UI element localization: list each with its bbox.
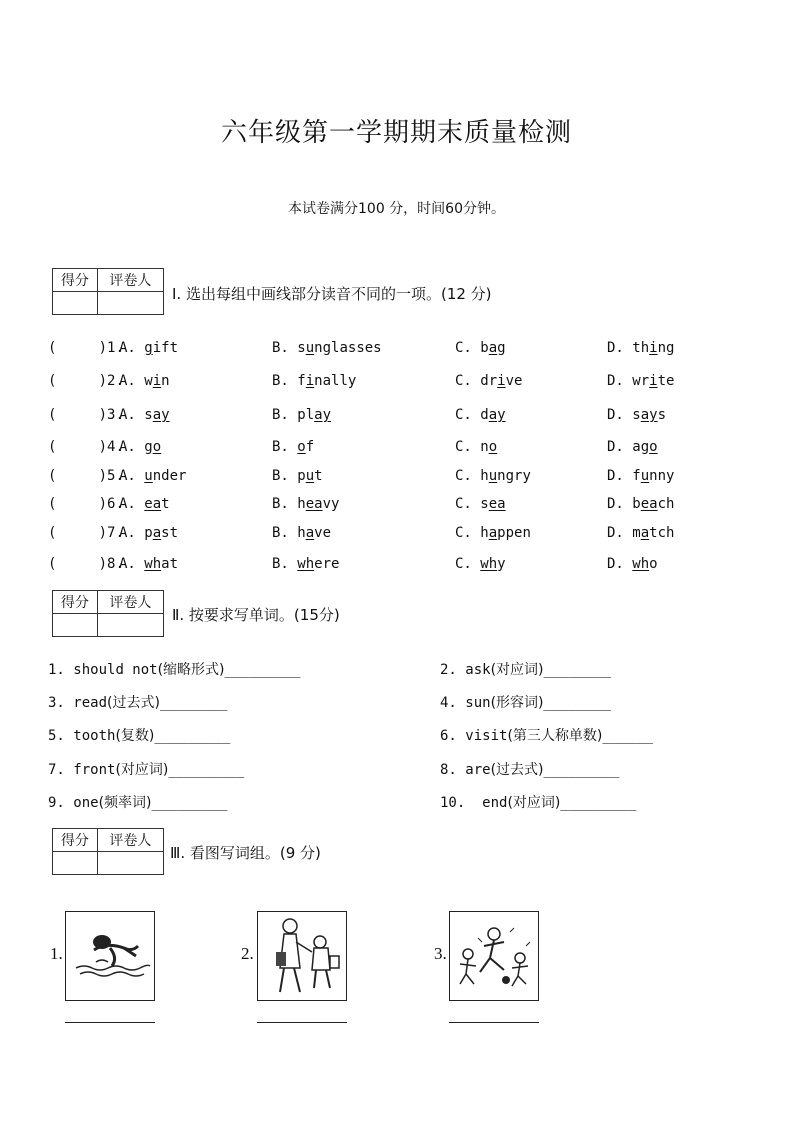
option-c: C. bag (455, 340, 506, 356)
answer-bracket[interactable]: ( )5. (48, 468, 124, 484)
answer-bracket[interactable]: ( )6. (48, 496, 124, 512)
option-d: D. funny (607, 468, 675, 484)
option-c: C. happen (455, 525, 531, 541)
word-item[interactable]: 6. visit(第三人称单数)______ (440, 728, 653, 744)
option-d: D. write (607, 373, 675, 389)
option-c: C. no (455, 439, 498, 455)
word-item[interactable]: 1. should not(缩略形式)_________ (48, 662, 301, 678)
option-b: B. sunglasses (272, 340, 382, 356)
score-label: 得分 (53, 591, 98, 614)
grader-label: 评卷人 (97, 269, 163, 292)
answer-bracket[interactable]: ( )1. (48, 340, 124, 356)
page-title: 六年级第一学期期末质量检测 (220, 118, 572, 148)
option-c: C. sea (455, 496, 506, 512)
score-box-section2 (52, 590, 164, 637)
score-cell[interactable] (53, 292, 98, 315)
option-c: C. why (455, 556, 506, 572)
option-d: D. match (607, 525, 675, 541)
score-cell[interactable] (53, 614, 98, 637)
score-label: 得分 (53, 269, 98, 292)
picture-number: 1. (50, 944, 63, 963)
word-item[interactable]: 9. one(频率词)_________ (48, 795, 228, 811)
option-a: A. win (119, 373, 170, 389)
option-c: C. drive (455, 373, 523, 389)
word-item[interactable]: 8. are(过去式)_________ (440, 762, 620, 778)
grader-cell[interactable] (97, 614, 163, 637)
section3-heading: Ⅲ. 看图写词组。(9 分) (170, 844, 321, 862)
grader-label: 评卷人 (97, 591, 163, 614)
score-cell[interactable] (53, 852, 98, 875)
option-a: A. say (119, 407, 170, 423)
picture-number: 2. (241, 944, 254, 963)
answer-bracket[interactable]: ( )3. (48, 407, 124, 423)
grader-label: 评卷人 (97, 829, 163, 852)
option-a: A. go (119, 439, 162, 455)
grader-cell[interactable] (97, 852, 163, 875)
word-item[interactable]: 3. read(过去式)________ (48, 695, 228, 711)
word-item[interactable]: 4. sun(形容词)________ (440, 695, 611, 711)
option-a: A. under (119, 468, 187, 484)
children-playing-icon (449, 911, 539, 1001)
picture-number: 3. (434, 944, 447, 963)
option-a: A. past (119, 525, 179, 541)
option-d: D. beach (607, 496, 675, 512)
option-b: B. heavy (272, 496, 340, 512)
option-a: A. what (119, 556, 179, 572)
answer-bracket[interactable]: ( )8. (48, 556, 124, 572)
option-b: B. finally (272, 373, 357, 389)
answer-bracket[interactable]: ( )2. (48, 373, 124, 389)
swimming-person-icon (65, 911, 155, 1001)
grader-cell[interactable] (97, 292, 163, 315)
answer-line[interactable] (65, 1022, 155, 1023)
answer-bracket[interactable]: ( )4. (48, 439, 124, 455)
word-item[interactable]: 2. ask(对应词)________ (440, 662, 611, 678)
option-d: D. says (607, 407, 667, 423)
option-a: A. eat (119, 496, 170, 512)
option-d: D. thing (607, 340, 675, 356)
option-c: C. day (455, 407, 506, 423)
score-label: 得分 (53, 829, 98, 852)
option-b: B. put (272, 468, 323, 484)
section1-heading: Ⅰ. 选出每组中画线部分读音不同的一项。(12 分) (172, 285, 492, 303)
option-d: D. ago (607, 439, 658, 455)
word-item[interactable]: 7. front(对应词)_________ (48, 762, 245, 778)
option-b: B. play (272, 407, 332, 423)
option-d: D. who (607, 556, 658, 572)
answer-line[interactable] (449, 1022, 539, 1023)
score-box-section3 (52, 828, 164, 875)
option-b: B. where (272, 556, 340, 572)
section2-heading: Ⅱ. 按要求写单词。(15分) (172, 606, 340, 624)
option-b: B. have (272, 525, 332, 541)
word-item[interactable]: 5. tooth(复数)_________ (48, 728, 231, 744)
option-c: C. hungry (455, 468, 531, 484)
mother-and-child-shopping-icon (257, 911, 347, 1001)
word-item[interactable]: 10. end(对应词)_________ (440, 795, 637, 811)
answer-line[interactable] (257, 1022, 347, 1023)
answer-bracket[interactable]: ( )7. (48, 525, 124, 541)
option-a: A. gift (119, 340, 179, 356)
exam-instructions: 本试卷满分100 分，时间60分钟。 (288, 201, 505, 217)
option-b: B. of (272, 439, 315, 455)
score-box-section1 (52, 268, 164, 315)
